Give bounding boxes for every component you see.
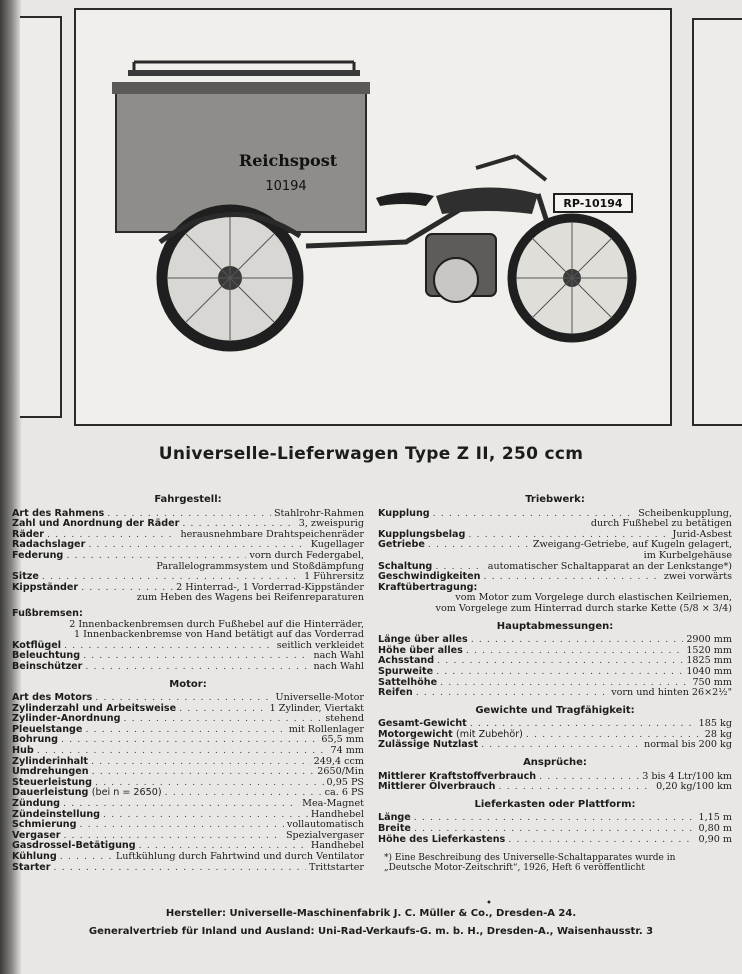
spec-value: 3 bis 4 Ltr/100 km — [642, 770, 732, 782]
spec-value: zwei vorwärts — [663, 571, 732, 583]
spec-continuation: vom Motor zum Vorgelege durch elastischen Keilriemen, — [455, 592, 732, 604]
spec-label-note: (mit Zubehör) — [456, 728, 523, 740]
spec-label: Art des Motors — [12, 692, 93, 704]
bullet-mark: • — [486, 898, 492, 909]
spec-value: Handhebel — [310, 840, 364, 852]
spec-value: 1 Zylinder, Viertakt — [269, 702, 364, 714]
spec-row — [378, 813, 732, 824]
spec-value: 0,95 PS — [326, 776, 364, 788]
spec-value: 3, zweispurig — [298, 518, 364, 530]
spec-label: Vergaser — [12, 829, 61, 841]
left-column — [12, 493, 364, 873]
spec-label: Pleuelstange — [12, 723, 83, 735]
spec-label: Getriebe — [378, 539, 425, 551]
spec-value: 2 Hinterrad-, 1 Vorderrad-Kippständer — [176, 581, 364, 593]
spec-row — [378, 740, 732, 751]
spec-label-text: Dauerleistung — [12, 787, 89, 799]
page-title: Universelle-Lieferwagen Type Z II, 250 ccm — [158, 444, 584, 464]
spec-value: 0,90 m — [698, 833, 732, 845]
spec-row — [12, 662, 364, 673]
section-heading-triebwerk: Triebwerk: — [525, 494, 585, 505]
spec-value: 1 Führersitz — [304, 571, 364, 583]
spec-value: 1040 mm — [686, 665, 732, 677]
spec-label: Federung — [12, 549, 64, 561]
spec-label: Kotflügel — [12, 639, 62, 651]
spec-continuation: 2 Innenbackenbremsen durch Fußhebel auf die Hinterräder, — [69, 618, 364, 630]
spec-value: Stahlrohr-Rahmen — [273, 507, 364, 519]
spec-label: Radachslager — [12, 539, 86, 551]
spec-label: Hub — [12, 745, 34, 757]
spec-label: Spurweite — [378, 665, 434, 677]
spec-label: Zündung — [12, 798, 61, 810]
spec-label: Länge — [378, 812, 411, 824]
section-heading-lieferkasten: Lieferkasten oder Plattform: — [474, 798, 636, 810]
right-photo-frame-fragment — [692, 18, 742, 426]
spec-continuation: zum Heben des Wagens bei Reifenreparaturen — [136, 592, 364, 604]
left-photo-frame-fragment — [20, 16, 62, 418]
spec-value: 65,5 mm — [321, 734, 364, 746]
spec-label-note: (bei n = 2650) — [91, 787, 162, 799]
spec-value: Kugellager — [310, 539, 364, 551]
spec-label: Fußbremsen: — [12, 607, 83, 619]
spec-value: 185 kg — [698, 718, 732, 730]
spec-label: Steuerleistung — [12, 776, 92, 788]
spec-row — [12, 852, 364, 863]
spec-label: Mittlerer Kraftstoffverbrauch — [378, 770, 537, 782]
spec-value: Scheibenkupplung, — [638, 507, 732, 519]
spec-row — [378, 782, 732, 793]
spec-label: Gasdrossel-Betätigung — [12, 840, 136, 852]
spec-label: Art des Rahmens — [12, 507, 105, 519]
spec-value: Universelle-Motor — [275, 692, 364, 704]
manufacturer-line: Hersteller: Universelle-Maschinenfabrik J. C. Müller & Co., Dresden-A 24. — [165, 908, 577, 919]
spec-value: nach Wahl — [313, 650, 364, 662]
spec-label: Geschwindigkeiten — [378, 571, 481, 583]
spec-label: Kühlung — [12, 851, 57, 862]
box-number: 10194 — [265, 179, 307, 194]
spec-value: 2900 mm — [686, 634, 732, 646]
spec-label: Bohrung — [12, 734, 58, 746]
spec-value: vorn und hinten 26×2½" — [611, 687, 732, 699]
spec-continuation: vom Vorgelege zum Hinterrad durch starke Kette (5/8 × 3/4) — [435, 602, 732, 614]
spec-label: Zylinder-Anordnung — [12, 713, 121, 725]
spec-value: normal bis 200 kg — [644, 739, 732, 751]
spec-value: vorn durch Federgabel, — [249, 549, 364, 561]
spec-value: 74 mm — [330, 745, 364, 757]
vehicle-photo — [74, 8, 672, 426]
section-heading-fahrgestell: Fahrgestell: — [154, 494, 222, 505]
spec-label-text: Motorgewicht — [378, 728, 453, 740]
footnote-line: *) Eine Beschreibung des Universelle-Schaltapparates wurde in — [384, 853, 676, 864]
spec-value: mit Rollenlager — [288, 723, 364, 735]
spec-label: Kupplung — [378, 507, 430, 519]
spec-value: 0,80 m — [698, 823, 732, 835]
spec-value: automatischer Schaltapparat an der Lenkstange*) — [487, 560, 732, 572]
spec-value: ca. 6 PS — [324, 787, 364, 799]
spec-value: Handhebel — [310, 808, 364, 820]
spec-label: Sitze — [12, 571, 39, 583]
spec-value: Zweigang-Getriebe, auf Kugeln gelagert, — [532, 539, 732, 551]
spec-label: Länge über alles — [378, 634, 468, 646]
spec-value: 28 kg — [704, 728, 732, 740]
spec-value: 1520 mm — [686, 644, 732, 656]
right-column — [378, 493, 732, 873]
spec-value: stehend — [325, 713, 364, 725]
spec-row — [378, 835, 732, 846]
spec-row — [378, 688, 732, 699]
section-heading-hauptabmessungen: Hauptabmessungen: — [496, 620, 614, 632]
spec-label: Höhe über alles — [378, 644, 463, 656]
section-heading-gewichte: Gewichte und Tragfähigkeit: — [475, 704, 635, 716]
spec-value: 1825 mm — [686, 655, 732, 667]
delivery-tricycle-illustration — [76, 10, 670, 424]
spec-label: Zulässige Nutzlast — [378, 739, 479, 751]
spec-label: Umdrehungen — [12, 766, 89, 778]
spec-label: Mittlerer Ölverbrauch — [378, 781, 496, 793]
spec-label: Kupplungsbelag — [378, 528, 466, 540]
spec-row — [12, 863, 364, 874]
spec-value: vollautomatisch — [286, 819, 364, 831]
spec-value: 0,20 kg/100 km — [656, 781, 732, 793]
spec-label: Kippständer — [12, 581, 79, 593]
spec-label: Gesamt-Gewicht — [378, 718, 467, 730]
spec-label: Zahl und Anordnung der Räder — [12, 518, 180, 530]
spec-value: 1,15 m — [698, 812, 732, 824]
section-heading-ansprueche: Ansprüche: — [523, 757, 587, 769]
spec-value: herausnehmbare Drahtspeichenräder — [180, 528, 364, 540]
spec-label: Zylinderzahl und Arbeitsweise — [12, 702, 177, 714]
spec-continuation: Parallelogrammsystem und Stoßdämpfung — [156, 560, 364, 572]
spec-value: nach Wahl — [313, 660, 364, 672]
spec-value: Trittstarter — [309, 861, 364, 873]
spec-label: Breite — [378, 823, 411, 835]
spec-row — [12, 725, 364, 736]
spec-label: Starter — [12, 861, 51, 873]
spec-row — [12, 551, 364, 562]
spec-label: Achsstand — [378, 655, 435, 667]
spec-value: seitlich verkleidet — [276, 639, 364, 651]
spec-value: 249,4 ccm — [313, 755, 364, 767]
spec-label: Höhe des Lieferkastens — [378, 833, 506, 845]
spec-label: Beinschützer — [12, 660, 83, 672]
spec-value: Mea-Magnet — [302, 798, 364, 810]
spec-label: Zündeinstellung — [12, 808, 101, 820]
number-plate-text: RP-10194 — [563, 197, 623, 210]
box-lettering: Reichspost — [238, 151, 338, 170]
spec-continuation: 1 Innenbackenbremse von Hand betätigt auf das Vorderrad — [73, 629, 364, 641]
spec-label: Schaltung — [378, 560, 433, 572]
section-heading-motor: Motor: — [169, 678, 207, 690]
spec-value: Luftkühlung durch Fahrtwind und durch Ventilator — [115, 851, 364, 862]
spec-value: 750 mm — [692, 676, 732, 688]
footnote-line: „Deutsche Motor-Zeitschrift“, 1926, Heft 6 veröffentlicht — [384, 863, 645, 874]
spec-value: 2650/Min — [317, 766, 364, 778]
distributor-line: Generalvertrieb für Inland und Ausland: Uni-Rad-Verkaufs-G. m. b. H., Dresden-A., Waisenhausstr. 3 — [88, 926, 654, 937]
spec-row — [12, 735, 364, 746]
spec-label: Kraftübertragung: — [378, 581, 478, 593]
spec-value: Spezialvergaser — [285, 829, 364, 841]
spec-value: Jurid-Asbest — [672, 528, 732, 540]
spec-label: Reifen — [378, 687, 413, 699]
spec-label: Zylinderinhalt — [12, 755, 89, 767]
spec-label: Beleuchtung — [12, 650, 81, 662]
spec-label: Schmierung — [12, 819, 77, 831]
spec-continuation: im Kurbelgehäuse — [643, 549, 732, 561]
spec-continuation: durch Fußhebel zu betätigen — [590, 518, 732, 530]
spec-label: Sattelhöhe — [378, 676, 438, 688]
spec-row — [12, 609, 364, 620]
spec-label: Räder — [12, 528, 44, 540]
footnote — [378, 853, 732, 873]
spec-row — [378, 667, 732, 678]
